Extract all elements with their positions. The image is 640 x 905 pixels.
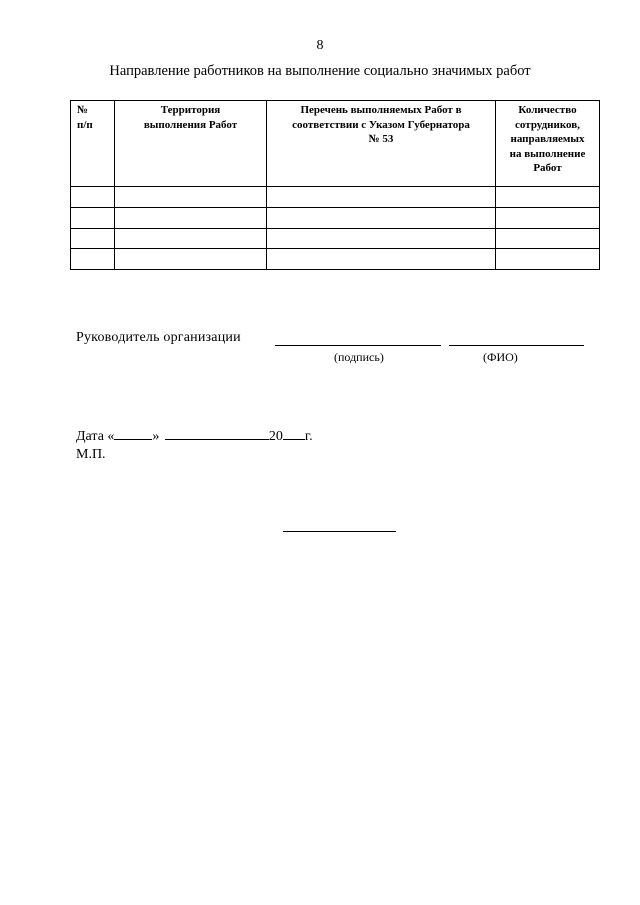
document-title: Направление работников на выполнение социально значимых работ (109, 63, 531, 79)
day-blank (114, 427, 152, 440)
date-quote-close: » (152, 429, 160, 444)
table-cell (267, 228, 496, 249)
year-prefix: 20 (268, 429, 283, 444)
table-cell (267, 249, 496, 270)
table-cell (115, 228, 267, 249)
works-table (70, 100, 600, 270)
header-number: № п/п (71, 101, 115, 187)
table-cell (71, 187, 115, 208)
header-works-list: Перечень выполняемых Работ в соответствии с Указом Губернатора № 53 (267, 101, 496, 187)
year-suffix: г. (304, 429, 313, 444)
table-row (71, 228, 600, 249)
table-cell (267, 187, 496, 208)
signature-caption: (подпись) (334, 350, 384, 364)
table-cell (115, 249, 267, 270)
table-cell (115, 187, 267, 208)
table-cell (71, 207, 115, 228)
signature-line (275, 345, 441, 346)
closing-line (283, 531, 396, 532)
table-body (71, 187, 600, 270)
table-cell (496, 187, 600, 208)
date-line (76, 427, 313, 445)
date-prefix: Дата « (76, 429, 115, 444)
month-blank (165, 427, 269, 440)
year-blank (283, 427, 305, 440)
page-number: 8 (316, 38, 324, 53)
stamp-label: М.П. (76, 447, 106, 462)
table-cell (496, 228, 600, 249)
signature-label: Руководитель организации (76, 330, 241, 345)
table-row (71, 207, 600, 228)
table-cell (267, 207, 496, 228)
table-cell (496, 207, 600, 228)
table-cell (115, 207, 267, 228)
header-territory: Территория выполнения Работ (115, 101, 267, 187)
table-cell (496, 249, 600, 270)
header-employee-count: Количество сотрудников, направляемых на выполнение Работ (496, 101, 600, 187)
table-row (71, 187, 600, 208)
table-cell (71, 249, 115, 270)
table-cell (71, 228, 115, 249)
table-row (71, 249, 600, 270)
name-line (449, 345, 584, 346)
name-caption: (ФИО) (483, 350, 518, 364)
